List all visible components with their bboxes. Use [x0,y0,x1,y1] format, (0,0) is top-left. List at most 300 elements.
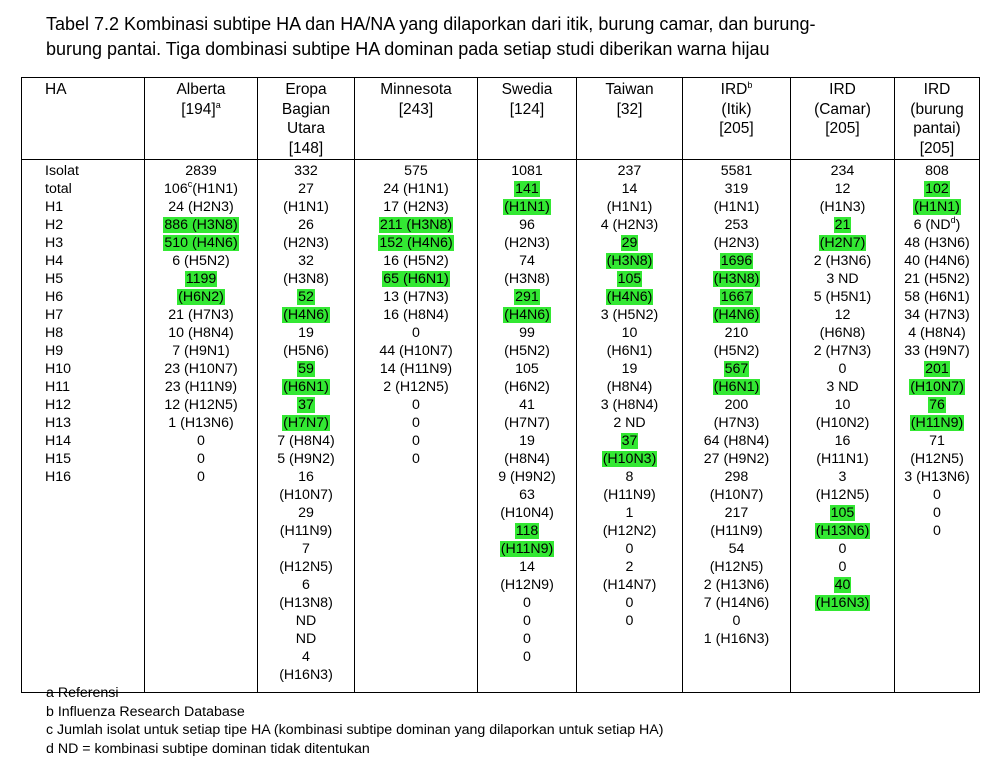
cell-value: 40 (H4N6) [904,253,970,269]
dominant-value: 201 [925,361,949,377]
cell-value: 0 [523,595,531,611]
cell-line [577,486,682,504]
footnote-d: d ND = kombinasi subtipe dominan tidak ditentukan [46,740,370,757]
cell-value: (H13N8) [279,595,333,611]
footnote-a: a Referensi [46,685,119,701]
cell-value: 24 (H2N3) [168,199,234,215]
cell-line [258,324,354,342]
cell-value: 0 [197,469,205,485]
cell-line [258,558,354,576]
cell-line [683,180,790,198]
cell-value: (H2N3) [283,235,329,251]
cell-line [895,450,979,468]
cell-value: (H2N3) [504,235,550,251]
cell-line [258,216,354,234]
header-line: Swedia [501,81,553,98]
cell-line [355,270,477,288]
cell-line [577,180,682,198]
cell-line [577,432,682,450]
cell-line [683,306,790,324]
cell-value: (H11N9) [603,487,656,503]
cell-line [355,306,477,324]
cell-value: 332 [294,163,318,179]
cell-value: 14 [621,181,638,197]
cell-value: 21 (H5N2) [904,271,970,287]
cell-value: 71 [929,433,945,449]
dominant-value: 118 [515,523,539,539]
footnote-marker: d [950,215,956,225]
dominant-value: 510 (H4N6) [164,235,238,251]
cell-line [791,216,894,234]
cell-line [791,288,894,306]
cell-value: 0 [412,397,420,413]
cell-line [145,216,257,234]
cell-value: 74 [519,253,535,269]
cell-value: 99 [519,325,535,341]
cell-value: (H12N9) [500,577,554,593]
column-swedia [478,160,577,693]
dominant-value: (H1N1) [914,199,960,215]
cell-value: 12 (H12N5) [164,397,238,413]
subtype-table [21,77,980,693]
header-line: [148] [288,139,324,157]
header-line: pantai) [913,120,961,138]
cell-value: (H10N2) [815,415,870,431]
header-line: IRD$^b$ [720,80,753,98]
dominant-value: (H10N3) [602,451,657,467]
cell-value: 2 (H3N6) [813,253,872,269]
dominant-value: 567 [724,361,749,377]
cell-value: (H6N8) [819,325,866,341]
dominant-value: 21 [834,217,851,233]
cell-line [683,396,790,414]
cell-line [683,432,790,450]
cell-line [895,324,979,342]
cell-value: (H12N5) [709,559,764,575]
cell-value: 210 [724,325,749,341]
cell-value: 2839 [185,163,217,179]
cell-value: 0 [197,451,205,467]
cell-line [258,576,354,594]
caption-line-2: burung pantai. Tiga dombinasi subtipe HA dominan pada setiap studi diberikan warna hijau [46,39,770,59]
cell-line [895,270,979,288]
dominant-value: (H13N6) [815,523,870,539]
dominant-value: (H6N1) [713,379,760,395]
cell-line [258,432,354,450]
cell-line [791,468,894,486]
cell-line [791,576,894,594]
cell-value: 12 [834,307,851,323]
cell-line [791,594,894,612]
footnote-c: c Jumlah isolat untuk setiap tipe HA (kombinasi subtipe dominan yang dilaporkan untuk setiap HA) [46,722,664,738]
cell-line [577,396,682,414]
cell-value: (H8N4) [504,451,550,467]
header-line: [205] [919,139,955,157]
cell-line [478,216,576,234]
footnote-marker: a [215,99,221,110]
cell-value: (H12N5) [815,487,870,503]
dominant-value: 102 [925,181,949,197]
cell-value: 7 [302,541,310,557]
cell-line [577,216,682,234]
cell-value: 10 (H8N4) [168,325,234,341]
cell-line [683,252,790,270]
cell-line: H3 [45,235,64,251]
cell-value: 6 $(ND^d)$ [913,215,961,233]
cell-value: 0 [838,361,847,377]
cell-value: 3 (H13N6) [904,469,970,485]
cell-line [791,378,894,396]
cell-line [683,414,790,432]
cell-line [145,342,257,360]
cell-value: (H5N2) [504,343,550,359]
cell-value: 48 (H3N6) [904,235,970,251]
footnotes [46,684,664,758]
cell-line [895,468,979,486]
cell-line [258,360,354,378]
cell-line [478,612,576,630]
cell-line [577,288,682,306]
cell-line [355,180,477,198]
cell-value: (H6N2) [504,379,550,395]
cell-value: 234 [830,163,855,179]
cell-line [355,378,477,396]
header-eropa [258,78,355,160]
cell-line [577,252,682,270]
cell-line [258,378,354,396]
cell-value: (H1N1) [606,199,653,215]
cell-line [355,162,477,180]
cell-line [258,450,354,468]
dominant-value: (H3N8) [713,271,760,287]
cell-value: 0 [838,559,847,575]
cell-line [577,450,682,468]
header-line: Utara [287,120,325,138]
cell-line [791,522,894,540]
cell-value: 0 [412,415,420,431]
cell-value: 2 ND [613,415,646,431]
header-line: HA [45,81,67,98]
cell-value: ND [295,613,317,629]
dominant-value: (H3N8) [606,253,653,269]
cell-value: 63 [519,487,535,503]
footnote-marker: b [747,80,753,90]
cell-value: 0 [838,541,847,557]
column-ird_camar [791,160,895,693]
cell-line [577,324,682,342]
cell-line [258,612,354,630]
cell-line [145,234,257,252]
cell-value: 1 [625,505,634,521]
cell-value: 8 [625,469,634,485]
cell-line [683,162,790,180]
cell-value: 27 [298,181,314,197]
cell-line [478,468,576,486]
cell-line [355,342,477,360]
cell-line [791,558,894,576]
cell-line [577,612,682,630]
cell-value: 0 [412,325,420,341]
cell-line [683,612,790,630]
cell-line [145,450,257,468]
cell-value: 0 [523,613,531,629]
cell-line [577,234,682,252]
cell-line [478,180,576,198]
header-line: Minnesota [380,81,452,98]
cell-value: (H3N8) [283,271,329,287]
cell-value: 2 (H7N3) [813,343,872,359]
cell-value: 17 (H2N3) [383,199,449,215]
cell-value: 7 (H8N4) [277,433,335,449]
cell-line [478,198,576,216]
cell-line [355,414,477,432]
cell-value: 64 (H8N4) [703,433,770,449]
cell-line [895,360,979,378]
header-line: Eropa [285,81,327,98]
cell-line [145,414,257,432]
cell-line [895,342,979,360]
cell-line [258,594,354,612]
cell-value: (H7N3) [713,415,760,431]
cell-line: H11 [45,379,70,395]
cell-line [145,396,257,414]
dominant-value: 1667 [720,289,753,305]
header-line: Bagian [281,100,331,118]
cell-value: (H16N3) [279,667,333,683]
dominant-value: 152 (H4N6) [379,235,453,251]
cell-value: 34 (H7N3) [904,307,970,323]
cell-value: 217 [724,505,749,521]
cell-value: 14 (H11N9) [379,361,453,377]
cell-value: 7 (H14N6) [703,595,770,611]
column-taiwan [577,160,683,693]
cell-line [478,450,576,468]
cell-line [895,162,979,180]
cell-line [791,504,894,522]
cell-line: H12 [45,397,72,413]
cell-value: 5581 [720,163,753,179]
cell-value: 23 (H11N9) [164,379,238,395]
cell-line [577,558,682,576]
cell-line [577,342,682,360]
cell-line [577,522,682,540]
cell-line [478,648,576,666]
cell-line [258,540,354,558]
cell-line [791,180,894,198]
cell-value: 96 [519,217,535,233]
dominant-value: (H16N3) [815,595,870,611]
cell-value: 237 [617,163,642,179]
cell-value: (H1N3) [819,199,866,215]
dominant-value: (H4N6) [713,307,760,323]
cell-value: 200 [724,397,749,413]
cell-line [577,414,682,432]
cell-line [683,198,790,216]
cell-line [478,288,576,306]
cell-value: 3 [838,469,847,485]
cell-line [683,234,790,252]
header-line: [32] [616,100,643,118]
cell-line [791,234,894,252]
cell-value: 16 [834,433,851,449]
cell-value: 0 [523,631,531,647]
cell-value: 0 [625,541,634,557]
header-line: Alberta [176,81,226,98]
cell-line [683,216,790,234]
dominant-value: (H4N6) [283,307,329,323]
cell-value: 575 [404,163,428,179]
cell-line [478,486,576,504]
dominant-value: (H4N6) [504,307,550,323]
cell-value: 19 [298,325,314,341]
cell-line [145,198,257,216]
cell-value: (H12N5) [279,559,333,575]
cell-value: 21 (H7N3) [168,307,234,323]
cell-value: 19 [621,361,638,377]
footnote-marker: c [187,179,193,189]
cell-line [791,198,894,216]
cell-value: (H10N4) [500,505,554,521]
cell-line [355,432,477,450]
cell-value: 0 [933,523,941,539]
cell-line [258,630,354,648]
cell-line [895,396,979,414]
cell-line [478,522,576,540]
cell-value: 4 (H2N3) [600,217,659,233]
dominant-value: 105 [617,271,642,287]
column-ha [22,160,145,693]
cell-line: H1 [45,199,64,215]
cell-line [478,558,576,576]
cell-value: (H2N3) [713,235,760,251]
cell-line [145,162,257,180]
column-alberta [145,160,258,693]
cell-line [145,324,257,342]
cell-value: 7 (H9N1) [172,343,230,359]
table-caption [46,12,946,62]
dominant-value: 211 (H3N8) [379,217,453,233]
cell-value: (H10N7) [279,487,333,503]
cell-line [478,576,576,594]
dominant-value: (H6N1) [283,379,329,395]
cell-value: 44 (H10N7) [379,343,453,359]
dominant-value: 141 [515,181,539,197]
cell-value: 26 [298,217,314,233]
cell-line [145,306,257,324]
cell-line [258,252,354,270]
cell-line [258,414,354,432]
cell-line [791,360,894,378]
cell-value: 6 [302,577,310,593]
cell-line [478,540,576,558]
header-minnesota [355,78,478,160]
dominant-value: 59 [298,361,314,377]
cell-line [145,378,257,396]
cell-line [258,234,354,252]
column-ird [683,160,791,693]
cell-line [355,396,477,414]
cell-value: 1 (H16N3) [703,631,770,647]
cell-line [683,594,790,612]
cell-line [683,540,790,558]
cell-line [258,306,354,324]
cell-line: Isolat [45,163,79,179]
cell-line [683,468,790,486]
dominant-value: (H2N7) [819,235,866,251]
cell-line [258,522,354,540]
cell-line [895,216,979,234]
cell-value: 23 (H10N7) [164,361,238,377]
cell-value: 2 (H13N6) [703,577,770,593]
cell-value: 32 [298,253,314,269]
cell-line [683,378,790,396]
cell-line: H5 [45,271,64,287]
cell-line [683,576,790,594]
cell-value: 5 (H9N2) [277,451,335,467]
cell-line [145,252,257,270]
cell-line [683,360,790,378]
cell-line [145,468,257,486]
dominant-value: 291 [515,289,539,305]
cell-value: 1 (H13N6) [168,415,234,431]
cell-value: 0 [933,505,941,521]
cell-line [577,540,682,558]
cell-line [895,198,979,216]
cell-line [577,306,682,324]
cell-value: 0 [933,487,941,503]
cell-line: H2 [45,217,64,233]
cell-value: 4 [302,649,310,665]
cell-line [145,360,257,378]
cell-line: H15 [45,451,72,467]
header-line: IRD [923,81,951,98]
cell-value: 319 [724,181,749,197]
cell-line [577,594,682,612]
cell-line [791,342,894,360]
cell-value: 16 [298,469,314,485]
cell-line [258,666,354,684]
cell-value: (H3N8) [504,271,550,287]
cell-line [258,396,354,414]
cell-line [791,432,894,450]
cell-line [577,378,682,396]
cell-value: 2 [625,559,634,575]
cell-line: H6 [45,289,64,305]
cell-line [895,522,979,540]
dominant-value: 105 [830,505,855,521]
cell-line [895,180,979,198]
header-ha [22,78,145,160]
header-ird [683,78,791,160]
cell-value: ND [295,631,317,647]
cell-value: 808 [925,163,949,179]
table-body-row [22,160,980,693]
cell-line [577,576,682,594]
cell-line: H7 [45,307,64,323]
cell-line [577,198,682,216]
header-line: [205] [719,120,754,138]
cell-line [258,180,354,198]
cell-line [791,486,894,504]
cell-line [478,594,576,612]
cell-value: 16 (H8N4) [383,307,449,323]
cell-line [577,504,682,522]
header-taiwan [577,78,683,160]
cell-value: (H1N1) [283,199,329,215]
cell-value: (H5N2) [713,343,760,359]
cell-line [895,504,979,522]
cell-value: 0 [197,433,205,449]
